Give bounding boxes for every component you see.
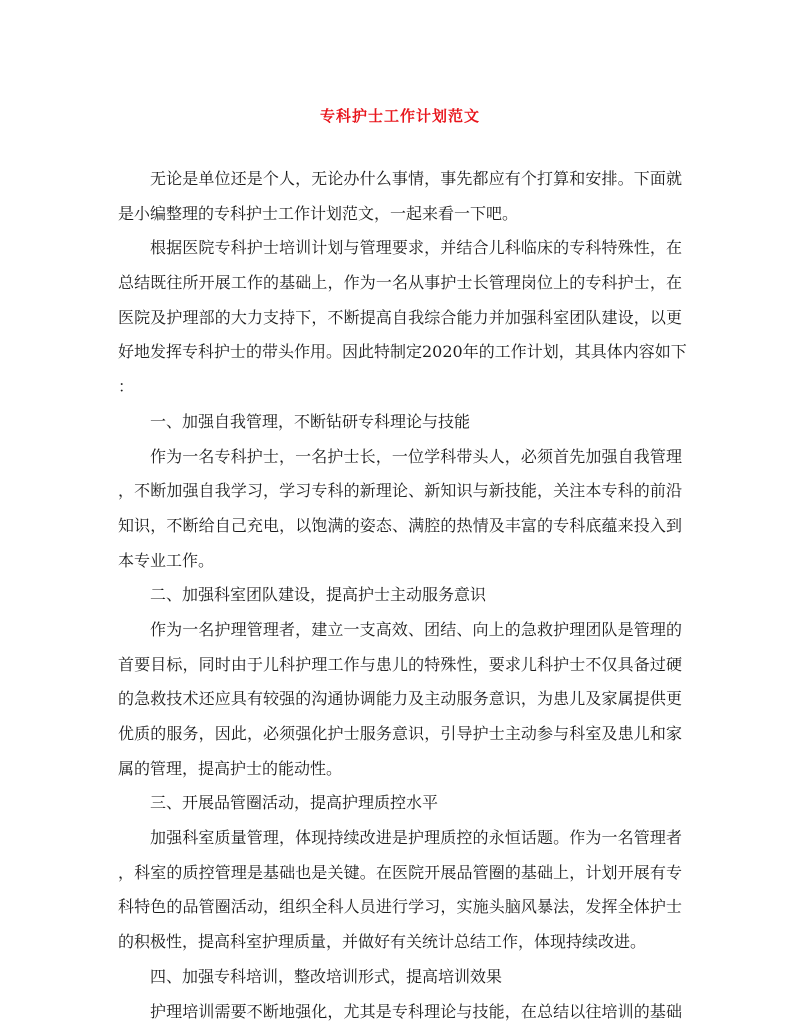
text-line: ： (118, 377, 135, 397)
text-line: 科特色的品管圈活动，组织全科人员进行学习，实施头脑风暴法，发挥全体护士 (118, 897, 682, 917)
text-line: 护理培训需要不断地强化，尤其是专科理论与技能，在总结以往培训的基础 (150, 1001, 682, 1021)
document-title: 专科护士工作计划范文 (319, 107, 480, 125)
text-line: 一、加强自我管理，不断钻研专科理论与技能 (150, 411, 471, 431)
text-line: 的积极性，提高科室护理质量，并做好有关统计总结工作，体现持续改进。 (118, 932, 647, 952)
text-line: 属的管理，提高护士的能动性。 (118, 758, 343, 778)
text-line: 四、加强专科培训，整改培训形式，提高培训效果 (150, 966, 503, 986)
text-line: 二、加强科室团队建设，提高护士主动服务意识 (150, 585, 487, 605)
text-line: 总结既往所开展工作的基础上，作为一名从事护士长管理岗位上的专科护士，在 (118, 273, 682, 293)
text-line: 知识，不断给自己充电，以饱满的姿态、满腔的热情及丰富的专科底蕴来投入到 (118, 515, 682, 535)
document-body (118, 162, 687, 1029)
text-line: 根据医院专科护士培训计划与管理要求，并结合儿科临床的专科特殊性，在 (150, 238, 682, 258)
text-line: 作为一名护理管理者，建立一支高效、团结、向上的急救护理团队是管理的 (150, 619, 682, 639)
text-line: 首要目标，同时由于儿科护理工作与患儿的特殊性，要求儿科护士不仅具备过硬 (118, 654, 682, 674)
text-line: ，不断加强自我学习，学习专科的新理论、新知识与新技能，关注本专科的前沿 (118, 481, 682, 501)
text-line: 优质的服务，因此，必须强化护士服务意识，引导护士主动参与科室及患儿和家 (118, 724, 682, 743)
text-line: 的急救技术还应具有较强的沟通协调能力及主动服务意识，为患儿及家属提供更 (118, 689, 682, 709)
text-line: ，科室的质控管理是基础也是关键。在医院开展品管圈的基础上，计划开展有专 (118, 862, 682, 882)
text-line: 三、开展品管圈活动，提高护理质控水平 (150, 793, 439, 813)
text-line: 加强科室质量管理，体现持续改进是护理质控的永恒话题。作为一名管理者 (150, 828, 682, 848)
text-line: 是小编整理的专科护士工作计划范文，一起来看一下吧。 (118, 203, 519, 223)
text-line: 作为一名专科护士，一名护士长，一位学科带头人，必须首先加强自我管理 (150, 446, 682, 466)
text-line: 好地发挥专科护士的带头作用。因此特制定2020年的工作计划，其具体内容如下 (118, 342, 687, 362)
text-line: 本专业工作。 (118, 550, 215, 570)
text-line: 无论是单位还是个人，无论办什么事情，事先都应有个打算和安排。下面就 (150, 169, 682, 188)
text-line: 医院及护理部的大力支持下，不断提高自我综合能力并加强科室团队建设，以更 (118, 307, 682, 327)
